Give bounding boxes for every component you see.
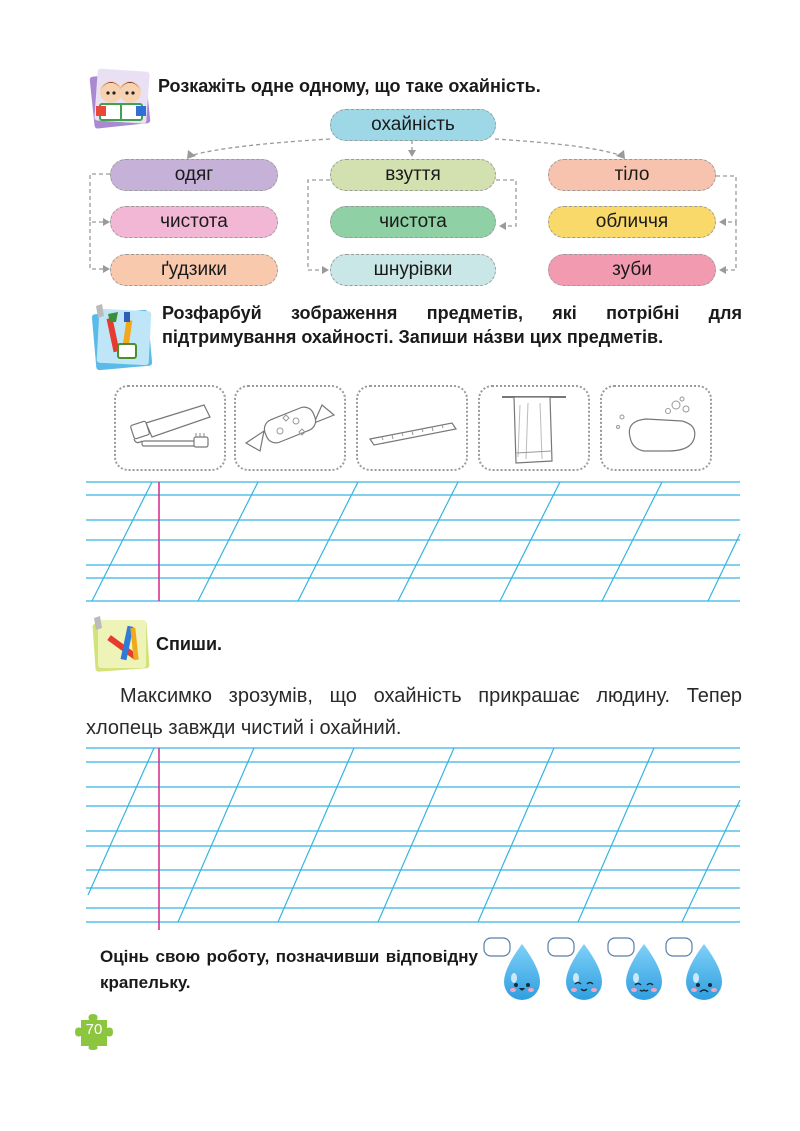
toothpaste-toothbrush-icon <box>116 387 224 469</box>
pill-teeth: зуби <box>548 254 716 286</box>
checkbox-happy[interactable] <box>484 938 510 956</box>
task1-title: Розкажіть одне одному, що таке охайність. <box>158 76 541 96</box>
evaluation-text: Оцінь свою роботу, позначивши відповідну крапельку. <box>100 947 478 992</box>
picture-frame-towel <box>478 385 590 471</box>
picture-frame-candy <box>234 385 346 471</box>
soap-bubbles-icon <box>602 387 710 469</box>
picture-frame-soap <box>600 385 712 471</box>
ruler-icon <box>358 387 466 469</box>
smiling-drop[interactable] <box>548 938 602 1000</box>
sad-drop[interactable] <box>666 938 722 1000</box>
paint-brushes-icon <box>88 300 156 376</box>
page-number: 70 <box>85 1021 103 1038</box>
pill-clothes: одяг <box>110 159 278 191</box>
candy-icon <box>236 387 344 469</box>
happy-drop[interactable] <box>484 938 540 1000</box>
pill-clothes-cleanliness: чистота <box>110 206 278 238</box>
checkbox-sad[interactable] <box>666 938 692 956</box>
picture-frame-ruler <box>356 385 468 471</box>
pill-body: тіло <box>548 159 716 191</box>
pill-face: обличчя <box>548 206 716 238</box>
pill-buttons: ґудзики <box>110 254 278 286</box>
task3-title: Спиши. <box>156 634 223 654</box>
picture-frame-toothpaste <box>114 385 226 471</box>
writing-lines-task2 <box>0 470 800 610</box>
checkbox-smiling[interactable] <box>548 938 574 956</box>
pencils-icon <box>88 614 154 674</box>
content-drop[interactable] <box>608 938 662 1000</box>
root-pill-tidiness: охайність <box>330 109 496 141</box>
page-number-badge <box>73 1012 117 1052</box>
task2-title: Розфарбуй зображення предметів, які потрібні для підтримування охайності. Запиши на́зви цих предметів. <box>162 303 742 347</box>
pill-laces: шнурівки <box>330 254 496 286</box>
checkbox-content[interactable] <box>608 938 634 956</box>
writing-lines-task3 <box>0 740 800 936</box>
pill-shoes-cleanliness: чистота <box>330 206 496 238</box>
copy-text: Максимко зрозумів, що охайність прикрашає людину. Тепер хлопець завжди чистий і охайний. <box>86 685 742 739</box>
pill-shoes: взуття <box>330 159 496 191</box>
rating-drops <box>480 932 740 1012</box>
towel-icon <box>480 387 588 469</box>
